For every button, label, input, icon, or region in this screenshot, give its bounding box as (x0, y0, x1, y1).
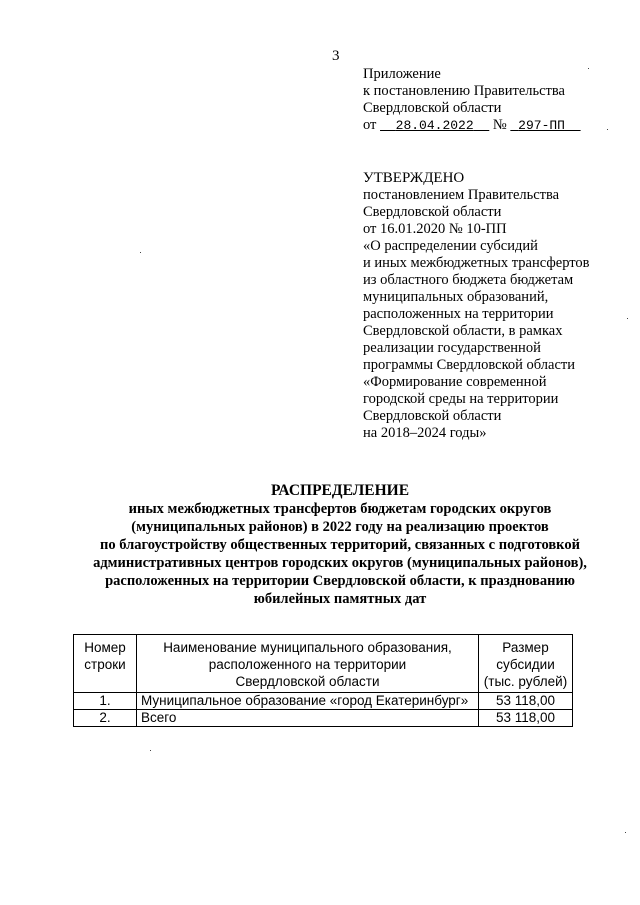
subtitle-line: расположенных на территории Свердловской области, к празднованию (105, 573, 575, 589)
subtitle-line: по благоустройству общественных территорий, связанных с подготовкой (100, 537, 580, 553)
date-value: 28.04.2022 (395, 118, 474, 133)
approved-line: и иных межбюджетных трансфертов (363, 255, 590, 271)
header-row-number (74, 635, 137, 693)
approved-line: из областного бюджета бюджетам (363, 272, 574, 288)
header-text: Наименование муниципального образования, (163, 640, 452, 655)
header-text: Свердловской области (235, 674, 380, 689)
scan-speck (140, 252, 141, 253)
row-amount: 53 118,00 (479, 710, 573, 727)
table-header-row (74, 635, 573, 693)
scan-speck (627, 318, 628, 319)
header-municipality-name (137, 635, 479, 693)
subtitle-line: юбилейных памятных дат (253, 591, 427, 607)
appendix-line-2: к постановлению Правительства (363, 83, 565, 99)
row-number: 2. (74, 710, 137, 727)
row-municipality: Всего (137, 710, 479, 727)
approved-line: «О распределении субсидий (363, 238, 538, 254)
document-subtitle (60, 500, 620, 608)
distribution-table (73, 634, 573, 727)
approved-line: реализации государственной (363, 340, 541, 356)
header-text: строки (84, 657, 126, 672)
approved-line: постановлением Правительства (363, 187, 560, 203)
header-text: (тыс. рублей) (483, 674, 568, 689)
row-number: 1. (74, 693, 137, 710)
approved-line: от 16.01.2020 № 10-ПП (363, 221, 507, 237)
approved-block (363, 170, 590, 442)
approved-heading: УТВЕРЖДЕНО (363, 170, 465, 186)
approved-line: Свердловской области (363, 408, 502, 424)
header-text: расположенного на территории (208, 657, 407, 672)
scan-speck (625, 832, 626, 833)
approved-line: «Формирование современной (363, 374, 547, 390)
appendix-line-1: Приложение (363, 66, 441, 82)
document-title-block (60, 481, 620, 608)
appendix-line-3: Свердловской области (363, 100, 502, 116)
date-prefix: от (363, 117, 377, 133)
table-row (74, 693, 573, 710)
page-number: 3 (332, 48, 340, 64)
scan-speck (150, 750, 151, 751)
approved-line: Свердловской области (363, 204, 502, 220)
header-text: Номер (84, 640, 126, 655)
row-municipality: Муниципальное образование «город Екатеринбург» (137, 693, 479, 710)
header-subsidy-amount (479, 635, 573, 693)
approved-line: программы Свердловской области (363, 357, 576, 373)
subtitle-line: иных межбюджетных трансфертов бюджетам городских округов (128, 501, 552, 517)
approved-line: на 2018–2024 годы» (363, 425, 487, 441)
number-value: 297-ПП (518, 118, 565, 133)
number-prefix: № (492, 117, 507, 133)
subtitle-line: административных центров городских округов (муниципальных районов), (93, 555, 587, 571)
document-title: РАСПРЕДЕЛЕНИЕ (270, 482, 410, 499)
scan-speck (588, 68, 589, 69)
approved-line: муниципальных образований, (363, 289, 549, 305)
approved-line: городской среды на территории (363, 391, 559, 407)
scan-speck (607, 129, 608, 130)
row-amount: 53 118,00 (479, 693, 573, 710)
header-text: Размер субсидии (496, 640, 555, 672)
appendix-block (363, 66, 581, 134)
approved-line: Свердловской области, в рамках (363, 323, 563, 339)
approved-line: расположенных на территории (363, 306, 554, 322)
appendix-date-line (363, 117, 581, 134)
subtitle-line: (муниципальных районов) в 2022 году на реализацию проектов (131, 519, 549, 535)
table-row (74, 710, 573, 727)
